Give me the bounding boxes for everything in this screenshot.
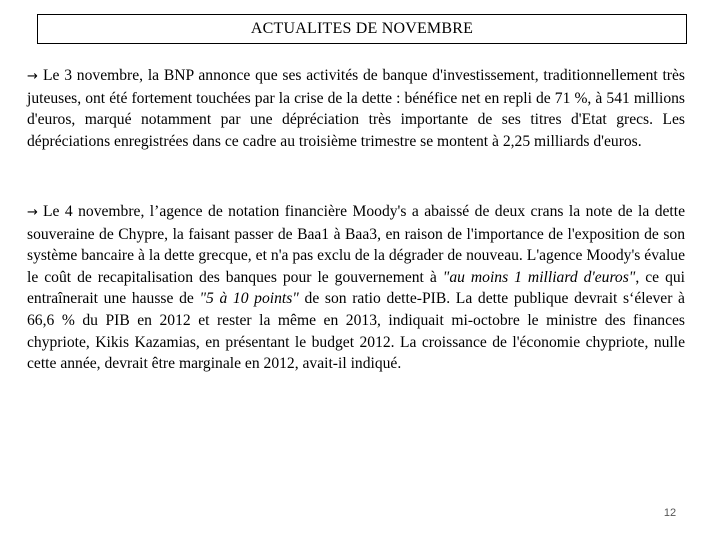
news-paragraph-bnp [27,65,685,152]
arrow-right-icon: → [27,69,38,84]
quote-text: "5 à 10 points" [199,290,299,308]
news-paragraph-moodys [27,201,685,375]
arrow-right-icon: → [27,205,38,220]
page-title: ACTUALITES DE NOVEMBRE [250,20,474,37]
page-number: 12 [663,507,677,519]
paragraph-text: Le 3 novembre, la BNP annonce que ses activités de banque d'investissement, traditionnellement très juteuses, ont été fortement touchées par la crise de la dette : bénéfice net en repli de 71 %, à 541 millions d'euros, marqué notamment par une dépréciation très importante de ses titres d'Etat grecs. Les dépréciations enregistrées dans ce cadre au troisième trimestre se montent à 2,25 milliards d'euros. [27,67,685,150]
quote-text: "au moins 1 milliard d'euros" [442,268,636,286]
paragraph-text: , ce qui entraînerait une hausse de [27,268,685,308]
paragraph-text: Le 4 novembre, l’agence de notation financière Moody's a abaissé de deux crans la note de la dette souveraine de Chypre, la faisant passer de Baa1 à Baa3, en raison de l'importance de l'exposition de son système bancaire à la dette grecque, et n'a pas exclu de la dégrader de nouveau. L'agence Moody's évalue le coût de recapitalisation des banques pour le gouvernement à [27,203,685,286]
paragraph-text: de son ratio dette-PIB. La dette publique devrait s‘élever à 66,6 % du PIB en 2012 et rester la même en 2013, indiquait mi-octobre le ministre des finances chypriote, Kikis Kazamias, en présentant le budget 2012. La croissance de l'économie chypriote, nulle cette année, devrait être marginale en 2012, avait-il indiqué. [27,290,685,373]
title-box [37,14,687,44]
